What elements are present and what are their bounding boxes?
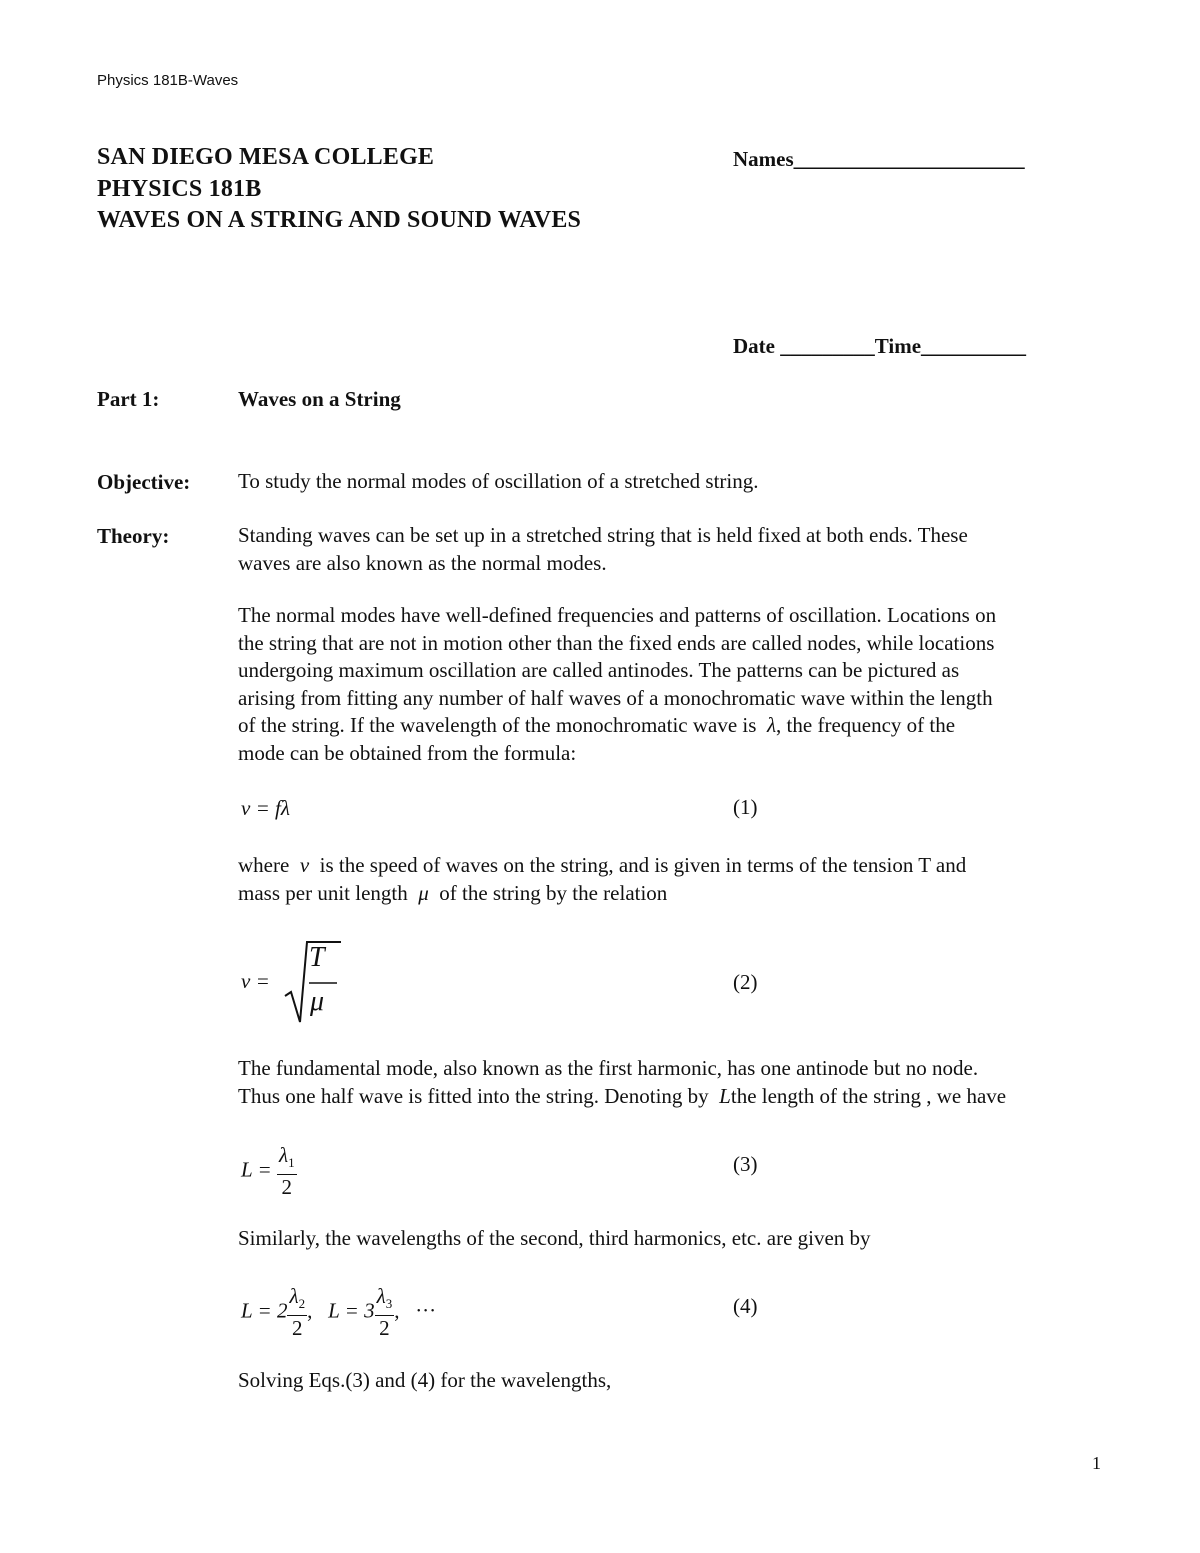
text-line	[238, 880, 966, 908]
text-line: The fundamental mode, also known as the first harmonic, has one antinode but no node.	[238, 1056, 979, 1080]
equation-2-denominator: μ	[310, 986, 325, 1017]
date-label: Date	[733, 334, 775, 358]
text-line: waves are also known as the normal modes.	[238, 550, 607, 575]
part1-title: Waves on a String	[238, 387, 401, 411]
separator: ,	[307, 1298, 313, 1323]
text-line: Standing waves can be set up in a stretched string that is held fixed at both ends. These	[238, 523, 968, 547]
subscript: 1	[288, 1155, 295, 1171]
text-line: arising from fitting any number of half waves of a monochromatic wave within the length	[238, 685, 993, 710]
page-number: 1	[1092, 1453, 1101, 1473]
equation-4b-fraction	[375, 1285, 395, 1340]
text-line: mode can be obtained from the formula:	[238, 740, 577, 765]
part1-label: Part 1:	[97, 387, 160, 411]
date-time-field[interactable]	[733, 334, 1026, 359]
equation-3	[241, 1144, 297, 1199]
equation-2-numerator: T	[309, 942, 325, 973]
objective-label: Objective:	[97, 470, 191, 494]
equation-3-fraction	[277, 1144, 297, 1199]
text-line: undergoing maximum oscillation are called antinodes. The patterns can be pictured as	[238, 658, 960, 682]
equation-2-lhs: v =	[241, 969, 270, 993]
theory-label: Theory:	[97, 524, 170, 548]
denominator: 2	[292, 1316, 303, 1341]
lambda-symbol: λ	[278, 1143, 289, 1167]
text-fragment: the length of the string , we have	[730, 1083, 1007, 1108]
lab-title: WAVES ON A STRING AND SOUND WAVES	[97, 207, 582, 233]
subscript: 3	[385, 1296, 393, 1312]
denominator: 2	[379, 1316, 390, 1341]
theory-paragraph-6: Solving Eqs.(3) and (4) for the wavelengths,	[238, 1368, 612, 1392]
course-title: PHYSICS 181B	[97, 176, 262, 202]
lambda-symbol: λ	[766, 713, 777, 737]
denominator: 2	[281, 1175, 293, 1200]
theory-paragraph-3	[238, 852, 966, 907]
text-line	[238, 852, 966, 880]
text-fragment: Thus one half wave is fitted into the string. Denoting by	[238, 1083, 709, 1108]
equation-4	[241, 1285, 436, 1340]
lambda-symbol: λ	[376, 1284, 386, 1308]
text-fragment: , the frequency of the	[776, 713, 956, 737]
equation-4-number: (4)	[733, 1294, 758, 1318]
length-symbol: L	[719, 1083, 731, 1108]
text-line	[238, 712, 996, 740]
equation-1-number: (1)	[733, 795, 758, 819]
text-fragment: mass per unit length	[238, 880, 408, 905]
objective-text: To study the normal modes of oscillation of a stretched string.	[238, 469, 759, 493]
theory-paragraph-2	[238, 602, 996, 767]
equation-3-lhs: L =	[241, 1157, 272, 1182]
ellipsis: ···	[415, 1298, 437, 1323]
equation-4a-lhs: L = 2	[241, 1298, 288, 1323]
page-header: Physics 181B-Waves	[97, 72, 239, 89]
college-title: SAN DIEGO MESA COLLEGE	[97, 144, 435, 170]
text-line: the string that are not in motion other than the fixed ends are called nodes, while locations	[238, 630, 995, 655]
text-fragment: of the string. If the wavelength of the monochromatic wave is	[238, 713, 757, 737]
time-blank[interactable]: __________	[921, 334, 1027, 358]
text-fragment: where	[238, 853, 290, 877]
theory-paragraph-5: Similarly, the wavelengths of the second, third harmonics, etc. are given by	[238, 1226, 871, 1250]
theory-paragraph-1	[238, 522, 968, 577]
theory-paragraph-4	[238, 1055, 1006, 1110]
names-field[interactable]: Names______________________	[733, 147, 1025, 171]
equation-4a-fraction	[287, 1285, 307, 1340]
mu-symbol: μ	[418, 880, 429, 905]
separator: ,	[394, 1298, 400, 1323]
text-fragment: of the string by the relation	[439, 880, 668, 905]
time-label: Time	[874, 334, 922, 358]
speed-symbol: v	[299, 853, 310, 877]
text-line	[238, 1083, 1006, 1111]
date-blank[interactable]: _________	[780, 334, 875, 358]
equation-4b-lhs: L = 3	[328, 1298, 375, 1323]
text-line: The normal modes have well-defined frequencies and patterns of oscillation. Locations on	[238, 603, 997, 627]
equation-1: v = fλ	[241, 796, 290, 820]
text-fragment: is the speed of waves on the string, and is given in terms of the tension T and	[319, 853, 967, 877]
lambda-symbol: λ	[289, 1284, 299, 1308]
subscript: 2	[298, 1296, 306, 1312]
equation-3-number: (3)	[733, 1152, 758, 1176]
equation-2-number: (2)	[733, 970, 758, 994]
